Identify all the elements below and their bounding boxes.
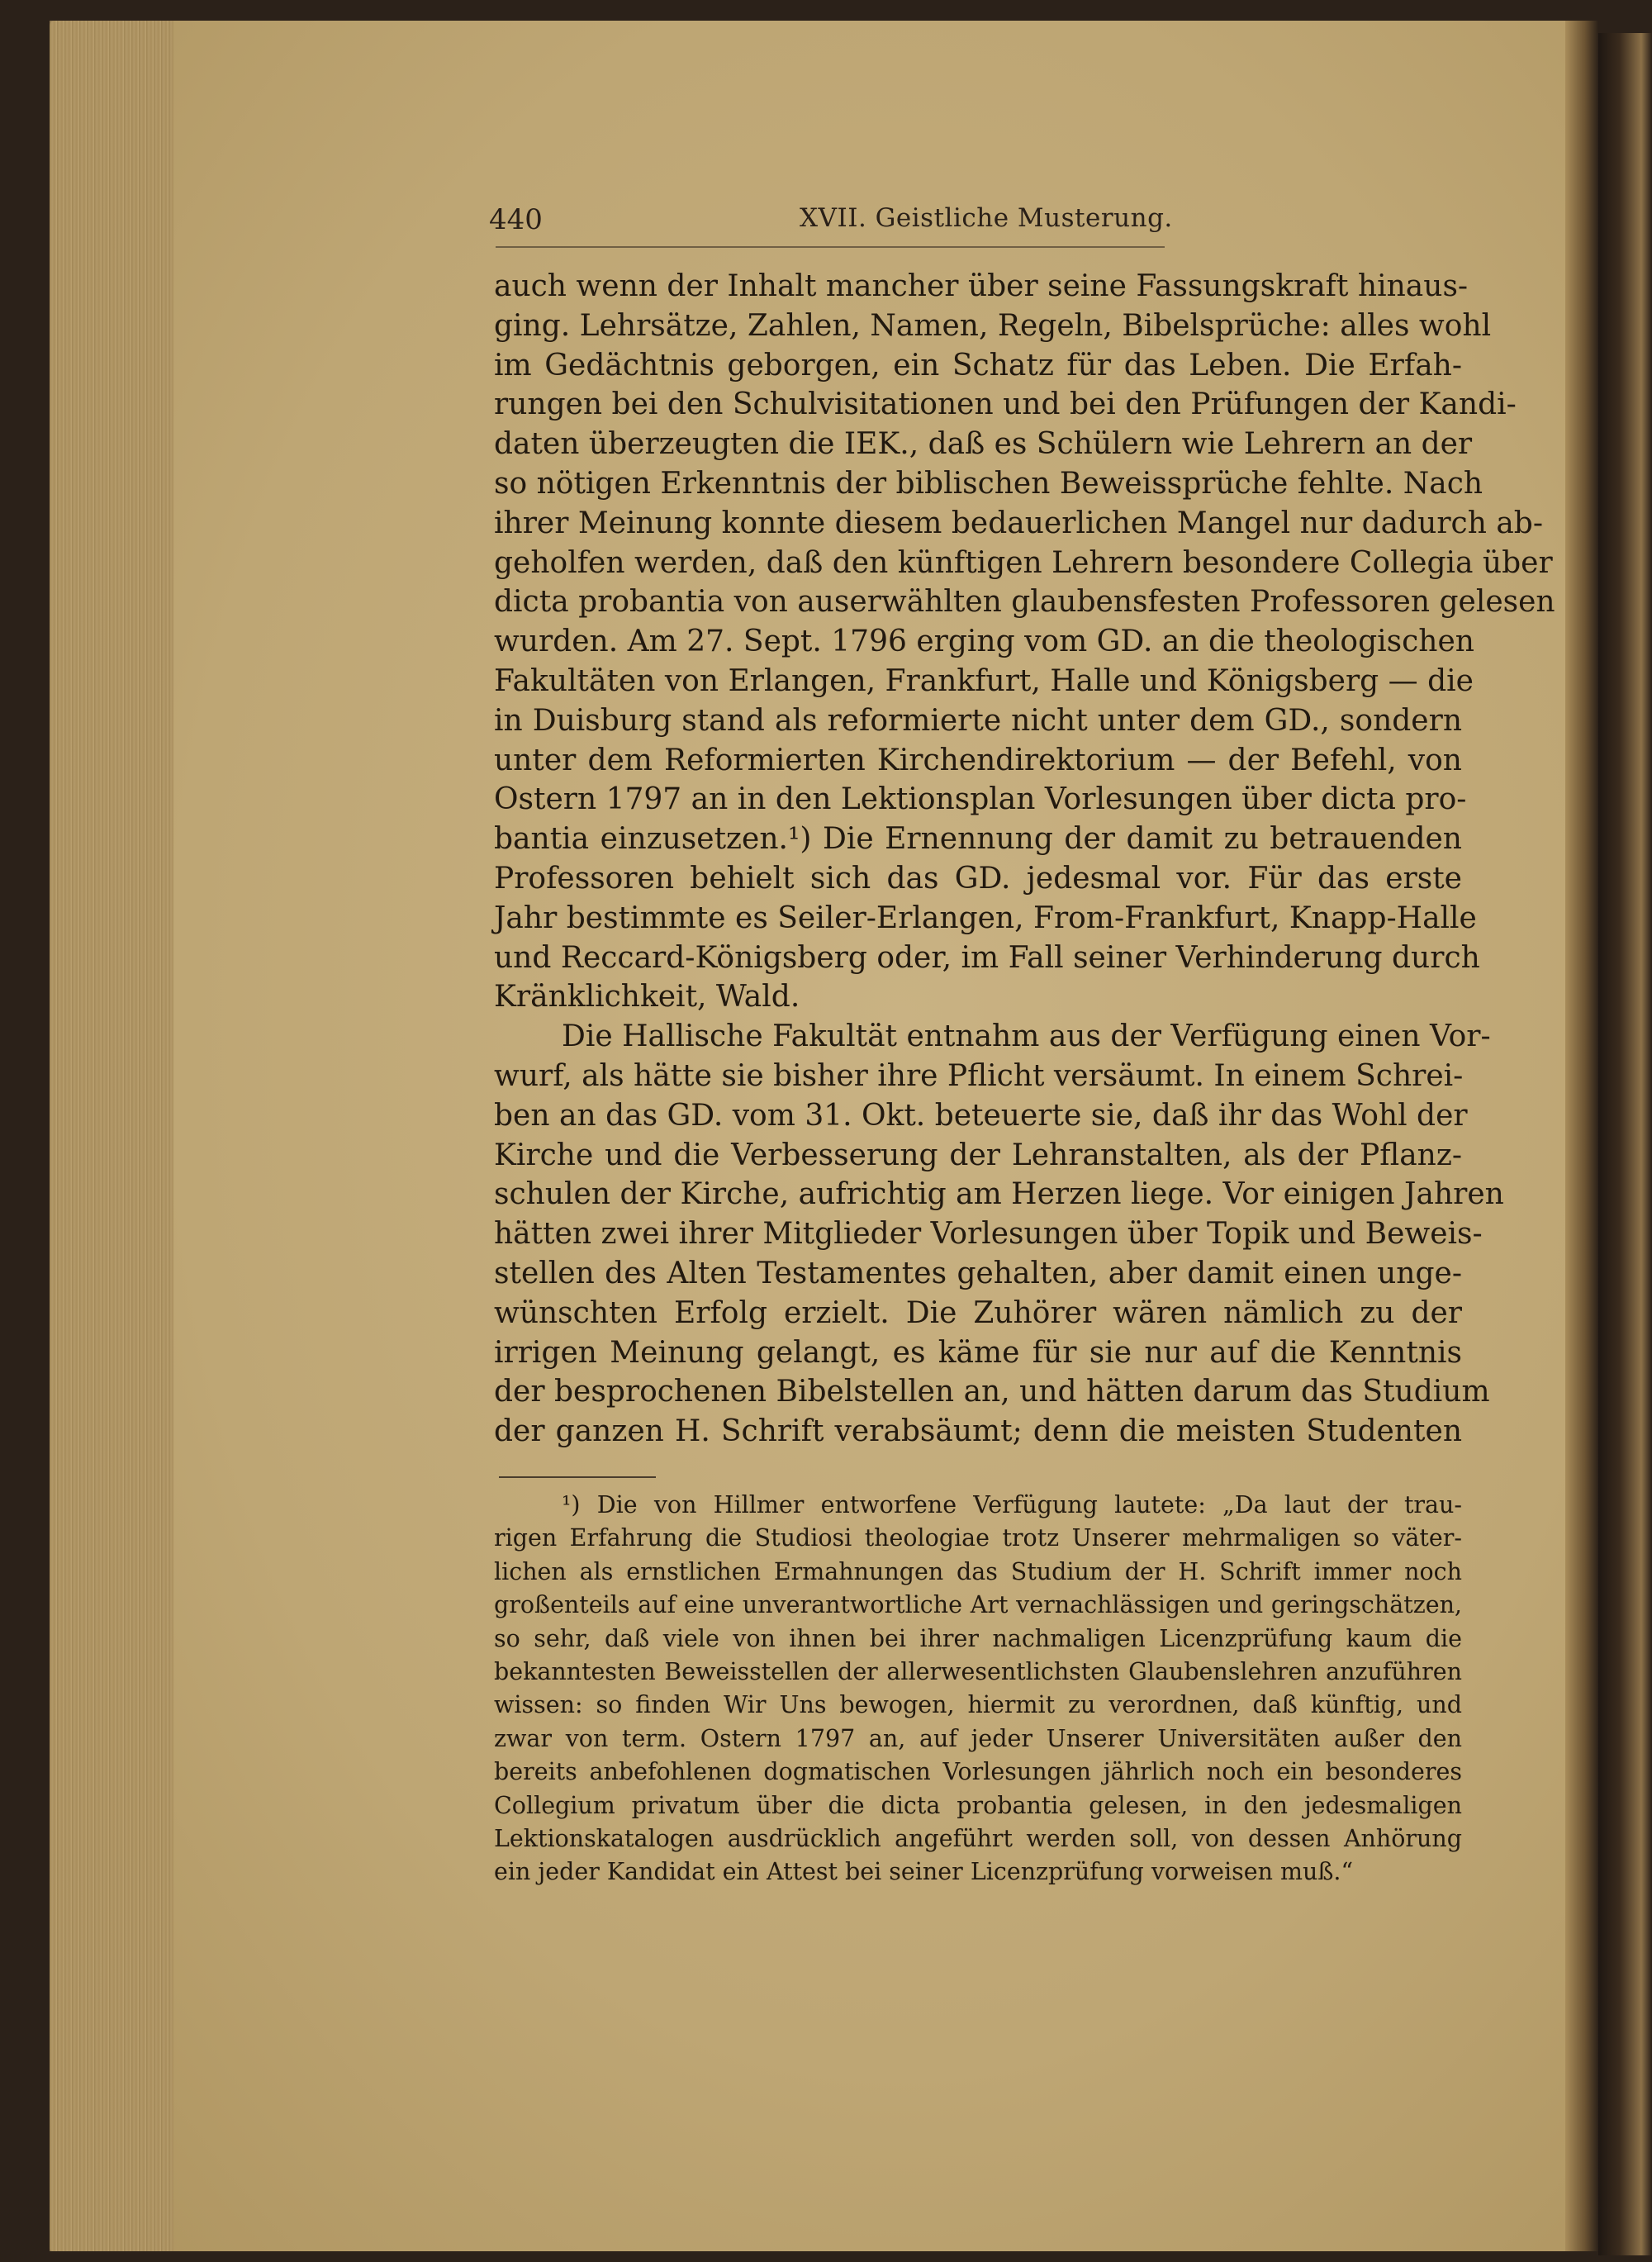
text-line: unter dem Reformierten Kirchendirektorium — der Befehl, von [494, 743, 1462, 777]
text-line: der besprochenen Bibelstellen an, und hätten darum das Studium [494, 1375, 1490, 1409]
page-number: 440 [489, 203, 543, 236]
text-line: wünschten Erfolg erzielt. Die Zuhörer wären nämlich zu der [494, 1295, 1462, 1330]
body-text [494, 267, 1555, 1452]
footnote [494, 1489, 1462, 1889]
text-line: bantia einzusetzen.¹) Die Ernennung der damit zu betrauenden [494, 822, 1462, 857]
text-line: und Reccard-Königsberg oder, im Fall seiner Verhinderung durch [494, 940, 1480, 975]
text-line: stellen des Alten Testamentes gehalten, aber damit einen unge- [494, 1256, 1462, 1290]
text-line: Fakultäten von Erlangen, Frankfurt, Halle und Königsberg — die [494, 663, 1474, 698]
text-line: dicta probantia von auserwählten glaubensfesten Professoren gelesen [494, 585, 1555, 620]
facing-page-edge [1598, 33, 1652, 2255]
footnote-line: wissen: so finden Wir Uns bewogen, hiermit zu verordnen, daß künftig, und [494, 1691, 1462, 1719]
footnote-line: Collegium privatum über die dicta probantia gelesen, in den jedesmaligen [494, 1791, 1462, 1819]
text-line: ihrer Meinung konnte diesem bedauerlichen Mangel nur dadurch ab- [494, 506, 1544, 540]
text-line: Kirche und die Verbesserung der Lehranstalten, als der Pflanz- [494, 1138, 1462, 1172]
text-line: hätten zwei ihrer Mitglieder Vorlesungen über Topik und Beweis- [494, 1217, 1483, 1252]
footnote-rule [499, 1476, 656, 1478]
footnote-line: ¹) Die von Hillmer entworfene Verfügung lautete: „Da laut der trau- [562, 1491, 1462, 1518]
footnote-line: lichen als ernstlichen Ermahnungen das Studium der H. Schrift immer noch [494, 1557, 1462, 1585]
text-line: schulen der Kirche, aufrichtig am Herzen liege. Vor einigen Jahren [494, 1177, 1504, 1212]
text-line: daten überzeugten die IEK., daß es Schülern wie Lehrern an der [494, 427, 1473, 462]
header-rule [496, 246, 1165, 248]
text-line: wurden. Am 27. Sept. 1796 erging vom GD. an die theologischen [494, 625, 1474, 659]
text-line: der ganzen H. Schrift verabsäumt; denn die meisten Studenten [494, 1414, 1462, 1449]
footnote-line: rigen Erfahrung die Studiosi theologiae trotz Unserer mehrmaligen so väter- [494, 1524, 1462, 1552]
footnote-line: großenteils auf eine unverantwortliche Art vernachlässigen und geringschätzen, [494, 1591, 1462, 1619]
footnote-line: bekanntesten Beweisstellen der allerwesentlichsten Glaubenslehren anzuführen [494, 1657, 1462, 1685]
footnote-line: Lektionskatalogen ausdrücklich angeführt werden soll, von dessen Anhörung [494, 1824, 1462, 1852]
text-line: Die Hallische Fakultät entnahm aus der Verfügung einen Vor- [562, 1019, 1491, 1054]
text-line: in Duisburg stand als reformierte nicht unter dem GD., sondern [494, 703, 1462, 738]
text-line: im Gedächtnis geborgen, ein Schatz für das Leben. Die Erfah- [494, 348, 1462, 383]
text-line: ben an das GD. vom 31. Okt. beteuerte sie, daß ihr das Wohl der [494, 1098, 1468, 1133]
text-line: rungen bei den Schulvisitationen und bei den Prüfungen der Kandi- [494, 387, 1517, 422]
footnote-line: zwar von term. Ostern 1797 an, auf jeder Unserer Universitäten außer den [494, 1724, 1462, 1752]
text-line: wurf, als hätte sie bisher ihre Pflicht versäumt. In einem Schrei- [494, 1058, 1464, 1093]
text-line: Professoren behielt sich das GD. jedesmal vor. Für das erste [494, 861, 1462, 896]
page-edges-left [50, 21, 173, 2251]
text-line: auch wenn der Inhalt mancher über seine Fassungskraft hinaus- [494, 269, 1469, 303]
footnote-line: bereits anbefohlenen dogmatischen Vorlesungen jährlich noch ein besonderes [494, 1758, 1462, 1786]
text-line: so nötigen Erkenntnis der biblischen Beweissprüche fehlte. Nach [494, 466, 1483, 501]
text-line: Jahr bestimmte es Seiler-Erlangen, From-Frankfurt, Knapp-Halle [494, 901, 1477, 935]
book-gutter [1565, 21, 1598, 2251]
text-line: Kränklichkeit, Wald. [494, 980, 800, 1015]
text-line: ging. Lehrsätze, Zahlen, Namen, Regeln, Bibelsprüche: alles wohl [494, 308, 1492, 343]
text-line: irrigen Meinung gelangt, es käme für sie nur auf die Kenntnis [494, 1335, 1462, 1370]
running-head: XVII. Geistliche Musterung. [800, 203, 1173, 233]
text-line: geholfen werden, daß den künftigen Lehrern besondere Collegia über [494, 545, 1553, 580]
footnote-line: so sehr, daß viele von ihnen bei ihrer nachmaligen Licenzprüfung kaum die [494, 1624, 1462, 1652]
footnote-line: ein jeder Kandidat ein Attest bei seiner Licenzprüfung vorweisen muß.“ [494, 1858, 1354, 1886]
text-line: Ostern 1797 an in den Lektionsplan Vorlesungen über dicta pro- [494, 782, 1467, 817]
